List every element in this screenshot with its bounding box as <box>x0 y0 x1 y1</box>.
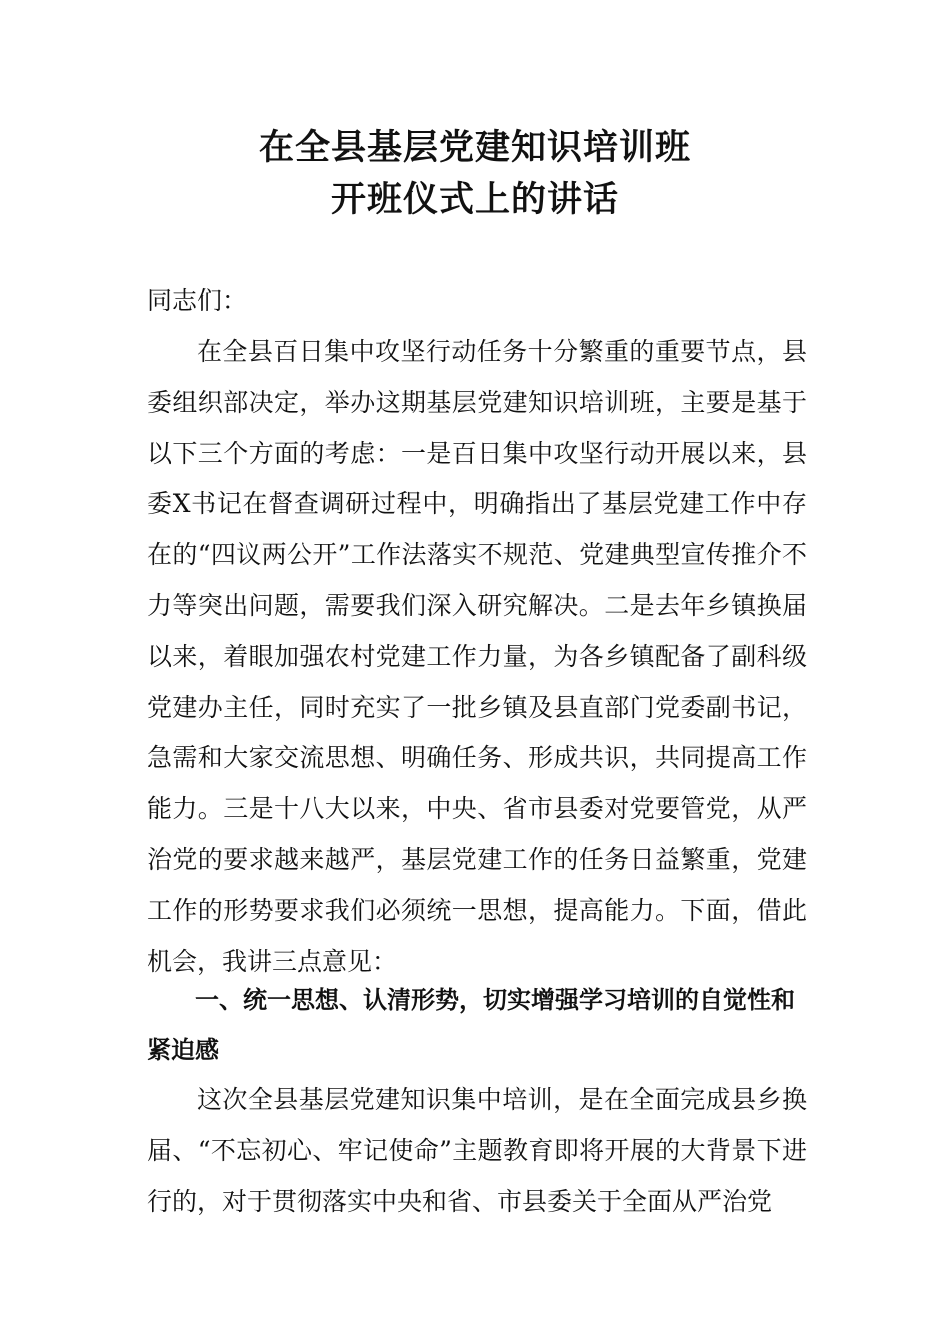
document-title-line-1: 在全县基层党建知识培训班 <box>258 127 691 168</box>
section-heading-1: 一、统一思想、认清形势，切实增强学习培训的自觉性和紧迫感 <box>147 986 795 1064</box>
body-paragraph-2: 这次全县基层党建知识集中培训，是在全面完成县乡换届、“不忘初心、牢记使命”主题教育即将开展的大背景下进行的，对于贯彻落实中央和省、市县委关于全面从严治党 <box>147 1085 807 1216</box>
salutation: 同志们： <box>147 286 248 315</box>
document-title-line-2: 开班仪式上的讲话 <box>330 179 619 220</box>
body-paragraph-1: 在全县百日集中攻坚行动任务十分繁重的重要节点，县委组织部决定，举办这期基层党建知识培训班，主要是基于以下三个方面的考虑：一是百日集中攻坚行动开展以来，县委X书记在督查调研过程中，明确指出了基层党建工作中存在的“四议两公开”工作法落实不规范、党建典型宣传推介不力等突出问题，需要我们深入研究解决。二是去年乡镇换届以来，着眼加强农村党建工作力量，为各乡镇配备了副科级党建办主任，同时充实了一批乡镇及县直部门党委副书记，急需和大家交流思想、明确任务、形成共识，共同提高工作能力。三是十八大以来，中央、省市县委对党要管党，从严治党的要求越来越严，基层党建工作的任务日益繁重，党建工作的形势要求我们必须统一思想，提高能力。下面，借此机会，我讲三点意见： <box>147 337 807 976</box>
